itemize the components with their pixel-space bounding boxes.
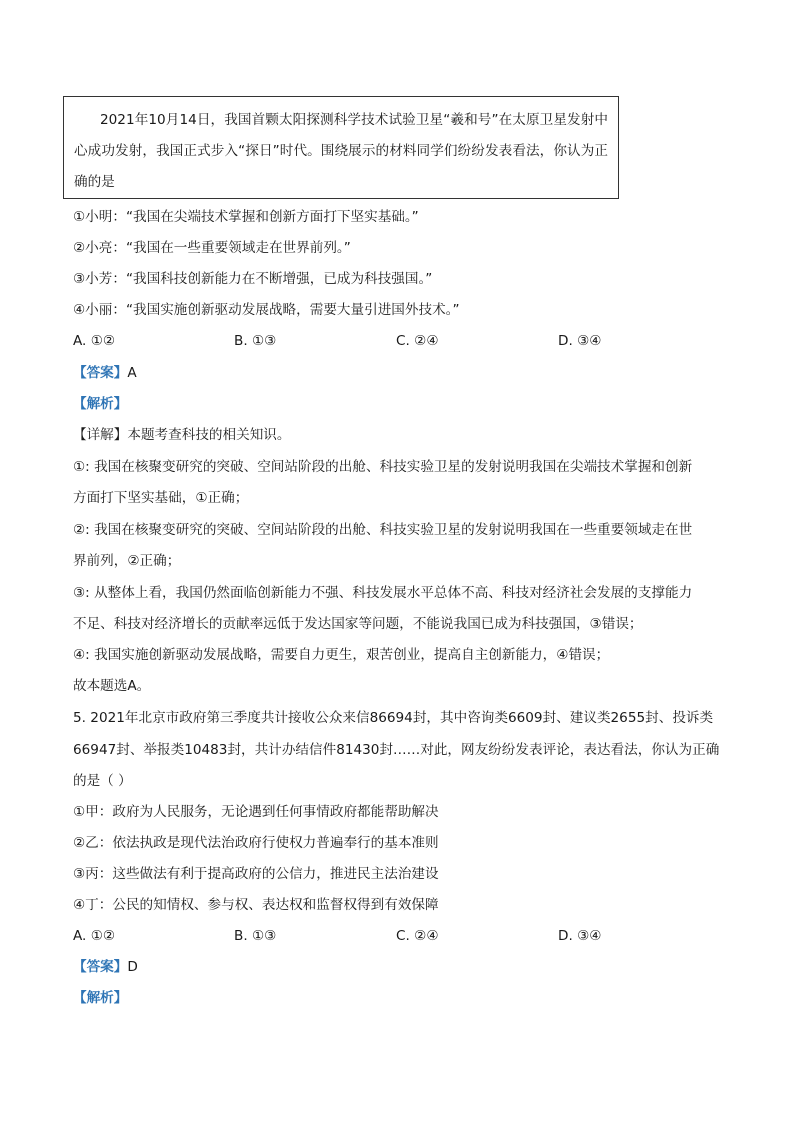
answer-label: 【答案】 xyxy=(73,959,128,975)
q5-answer xyxy=(73,957,138,977)
q5-option-d: D. ③④ xyxy=(558,928,602,944)
q5-statement-1: ①甲：政府为人民服务，无论遇到任何事情政府都能帮助解决 xyxy=(73,804,439,820)
q4-option-c: C. ②④ xyxy=(396,333,439,349)
detail-label: 【详解】 xyxy=(73,427,128,443)
q5-option-a: A. ①② xyxy=(73,928,116,944)
answer-value: A xyxy=(127,365,137,381)
q5-statement-2: ②乙：依法执政是现代法治政府行使权力普遍奉行的基本准则 xyxy=(73,835,439,851)
q4-explanation-line: ④: 我国实施创新驱动发展战略，需要自力更生，艰苦创业，提高自主创新能力，④错误； xyxy=(73,647,610,663)
q4-options xyxy=(73,331,713,351)
q4-explanation-line: ②: 我国在核聚变研究的突破、空间站阶段的出舱、科技实验卫星的发射说明我国在一些重要领域走在世 xyxy=(73,522,693,538)
detail-intro: 本题考查科技的相关知识。 xyxy=(127,427,291,443)
answer-label: 【答案】 xyxy=(73,365,128,381)
material-box xyxy=(63,96,619,199)
q5-analysis-label: 【解析】 xyxy=(73,990,128,1006)
q4-explanation-line: 方面打下坚实基础，①正确； xyxy=(73,490,249,506)
q4-conclusion: 故本题选A。 xyxy=(73,678,151,694)
q5-stem-line: 5. 2021年北京市政府第三季度共计接收公众来信86694封，其中咨询类6609封、建议类2655封、投诉类 xyxy=(73,710,714,726)
q4-option-a: A. ①② xyxy=(73,333,116,349)
q4-answer xyxy=(73,363,137,383)
q4-detail xyxy=(73,425,291,445)
q5-statement-4: ④丁：公民的知情权、参与权、表达权和监督权得到有效保障 xyxy=(73,897,439,913)
q4-statement-4: ④小丽：“我国实施创新驱动发展战略，需要大量引进国外技术。” xyxy=(73,302,460,318)
q5-option-b: B. ①③ xyxy=(234,928,277,944)
q4-option-b: B. ①③ xyxy=(234,333,277,349)
q4-explanation-line: 不足、科技对经济增长的贡献率远低于发达国家等问题，不能说我国已成为科技强国，③错误； xyxy=(73,616,643,632)
q5-statement-3: ③丙：这些做法有利于提高政府的公信力，推进民主法治建设 xyxy=(73,866,439,882)
q4-statement-3: ③小芳：“我国科技创新能力在不断增强，已成为科技强国。” xyxy=(73,271,433,287)
q5-stem-line: 66947封、举报类10483封，共计办结信件81430封……对此，网友纷纷发表评论，表达看法，你认为正确 xyxy=(73,742,720,758)
q4-explanation-line: 界前列，②正确； xyxy=(73,553,181,569)
answer-value: D xyxy=(127,959,138,975)
material-text: 2021年10月14日，我国首颗太阳探测科学技术试验卫星“羲和号”在太原卫星发射中心成功发射，我国正式步入“探日”时代。围绕展示的材料同学们纷纷发表看法，你认为正确的是 xyxy=(74,112,608,190)
q5-stem-line: 的是（ ） xyxy=(73,773,132,789)
q4-explanation-line: ①: 我国在核聚变研究的突破、空间站阶段的出舱、科技实验卫星的发射说明我国在尖端技术掌握和创新 xyxy=(73,459,693,475)
q5-option-c: C. ②④ xyxy=(396,928,439,944)
q4-option-d: D. ③④ xyxy=(558,333,602,349)
q4-statement-1: ①小明：“我国在尖端技术掌握和创新方面打下坚实基础。” xyxy=(73,209,419,225)
q4-analysis-label: 【解析】 xyxy=(73,396,128,412)
q5-options xyxy=(73,926,713,946)
q4-explanation-line: ③: 从整体上看，我国仍然面临创新能力不强、科技发展水平总体不高、科技对经济社会发展的支撑能力 xyxy=(73,585,693,601)
q4-statement-2: ②小亮：“我国在一些重要领域走在世界前列。” xyxy=(73,240,351,256)
